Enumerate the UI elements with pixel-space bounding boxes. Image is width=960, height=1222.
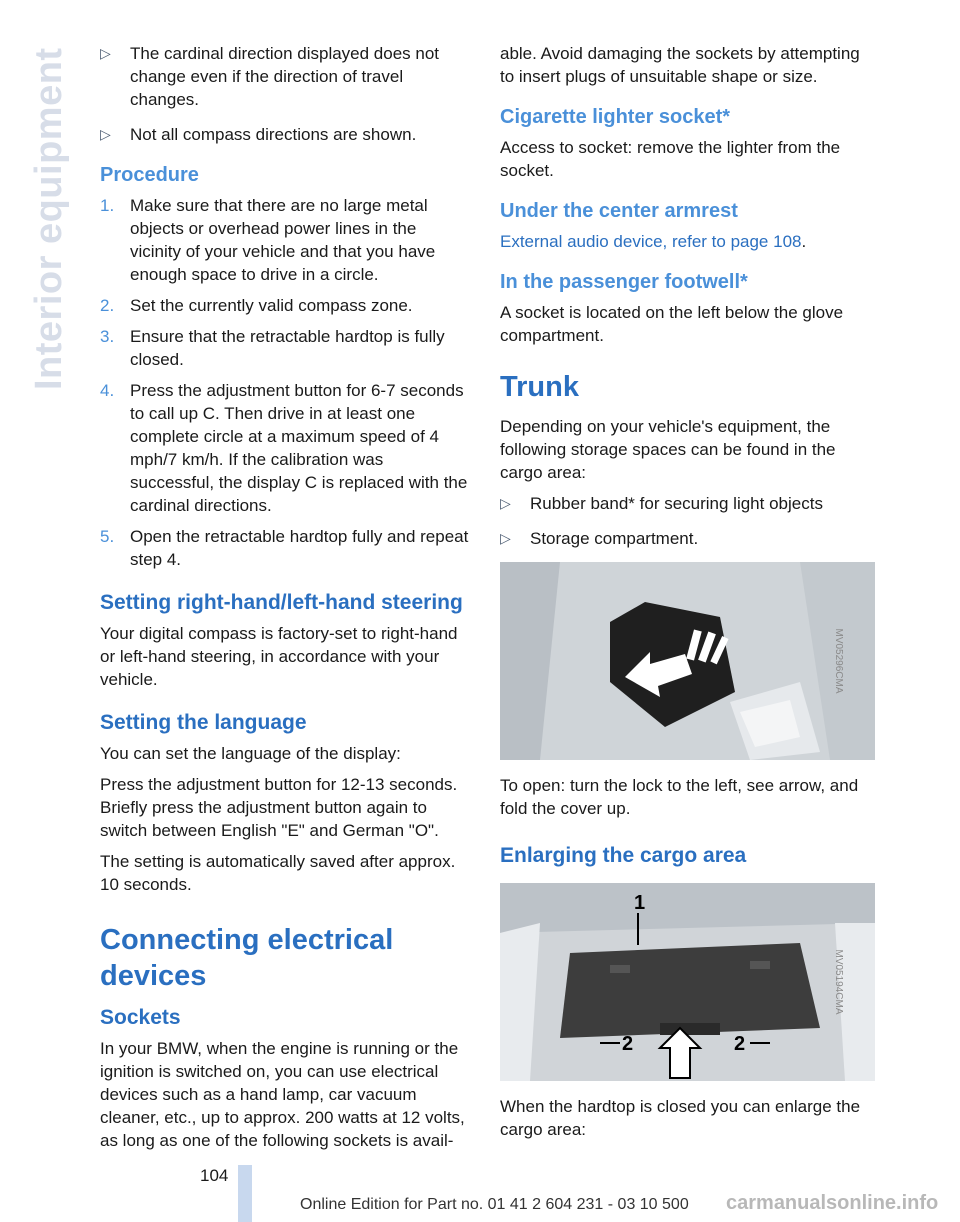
side-title-text: Interior equipment: [28, 47, 70, 390]
figure-code: MV05194CMA: [832, 949, 844, 1015]
callout-2-left-label: 2: [622, 1033, 634, 1055]
step-number: 4.: [100, 381, 115, 400]
bullet-text: Not all compass directions are shown.: [130, 125, 417, 144]
step-text: Open the retractable hardtop fully and repeat step 4.: [130, 527, 469, 569]
armrest-reference: [500, 230, 875, 253]
trunk-heading: Trunk: [500, 371, 579, 403]
step-number: 3.: [100, 327, 115, 346]
page-number: 104: [200, 1166, 229, 1185]
steering-heading: Setting right-hand/left-hand steering: [100, 591, 463, 614]
step-number: 5.: [100, 527, 115, 546]
language-text: Press the adjustment button for 12-13 seconds. Briefly press the adjustment button again to switch between English "E" and German "O".: [100, 775, 458, 840]
list-item: [100, 42, 470, 111]
cargo-heading: Enlarging the cargo area: [500, 844, 747, 867]
figure-code: MV05296CMA: [832, 628, 844, 694]
continued-text: able. Avoid damaging the sockets by attempting to insert plugs of unsuitable shape or size.: [500, 44, 860, 86]
armrest-heading: Under the center armrest: [500, 200, 738, 222]
procedure-step: [100, 294, 470, 317]
lighter-text: Access to socket: remove the lighter from the socket.: [500, 138, 841, 180]
punctuation: .: [801, 232, 807, 251]
footer-accent-bar: [238, 1165, 252, 1222]
cargo-area-illustration: [500, 883, 875, 1081]
storage-compartment-figure: [500, 562, 875, 760]
bullet-text: The cardinal direction displayed does not change even if the direction of travel changes.: [130, 44, 440, 109]
footwell-heading: In the passenger footwell*: [500, 271, 748, 293]
callout-1-label: 1: [634, 892, 646, 914]
bullet-text: Storage compartment.: [530, 529, 699, 548]
step-number: 1.: [100, 196, 115, 215]
hardtop-text: When the hardtop is closed you can enlarge the cargo area:: [500, 1097, 861, 1139]
list-item: [500, 527, 875, 550]
sockets-text: In your BMW, when the engine is running or the ignition is switched on, you can use electrical devices such as a hand lamp, car vacuum cleaner, etc., up to approx. 200 watts at 12 volts, as long as one of the following sockets is avail-: [100, 1039, 465, 1150]
step-text: Press the adjustment button for 6-7 seconds to call up C. Then drive in at least one complete circle at a maximum speed of 4 mph/7 km/h. If the calibration was successful, the display C is replaced with the cardinal directions.: [130, 381, 468, 515]
procedure-step: [100, 194, 470, 286]
triangle-bullet-icon: ▷: [100, 126, 111, 142]
list-item: [500, 492, 875, 515]
steering-text: Your digital compass is factory-set to right-hand or left-hand steering, in accordance with your vehicle.: [100, 624, 458, 689]
open-instruction: To open: turn the lock to the left, see arrow, and fold the cover up.: [500, 776, 859, 818]
left-column: [100, 42, 470, 1160]
triangle-bullet-icon: ▷: [500, 530, 511, 546]
page-reference-link[interactable]: External audio device, refer to page 108: [500, 232, 802, 251]
list-item: [100, 123, 470, 146]
bullet-text: Rubber band* for securing light objects: [530, 494, 823, 513]
lighter-heading: Cigarette lighter socket*: [500, 106, 731, 128]
footwell-text: A socket is located on the left below the glove compartment.: [500, 303, 844, 345]
step-text: Make sure that there are no large metal objects or overhead power lines in the vicinity of your vehicle and that you have enough space to drive in a circle.: [130, 196, 436, 284]
sockets-heading: Sockets: [100, 1006, 181, 1029]
triangle-bullet-icon: ▷: [500, 495, 511, 511]
storage-compartment-illustration: [500, 562, 875, 760]
right-column: [500, 42, 875, 1149]
callout-2-right-label: 2: [734, 1033, 746, 1055]
step-text: Set the currently valid compass zone.: [130, 296, 413, 315]
devices-heading: Connecting electrical devices: [100, 924, 394, 992]
language-heading: Setting the language: [100, 711, 307, 734]
cargo-area-figure: [500, 883, 875, 1081]
edition-footer: Online Edition for Part no. 01 41 2 604 231 - 03 10 500: [300, 1196, 689, 1213]
step-text: Ensure that the retractable hardtop is fully closed.: [130, 327, 445, 369]
procedure-heading: Procedure: [100, 164, 199, 186]
procedure-step: [100, 379, 470, 517]
procedure-step: [100, 325, 470, 371]
step-number: 2.: [100, 296, 115, 315]
triangle-bullet-icon: ▷: [100, 45, 111, 61]
language-text: You can set the language of the display:: [100, 744, 401, 763]
procedure-step: [100, 525, 470, 571]
language-text: The setting is automatically saved after approx. 10 seconds.: [100, 852, 456, 894]
trunk-text: Depending on your vehicle's equipment, the following storage spaces can be found in the cargo area:: [500, 417, 836, 482]
watermark: carmanualsonline.info: [726, 1192, 939, 1214]
side-section-title: [22, 40, 70, 400]
